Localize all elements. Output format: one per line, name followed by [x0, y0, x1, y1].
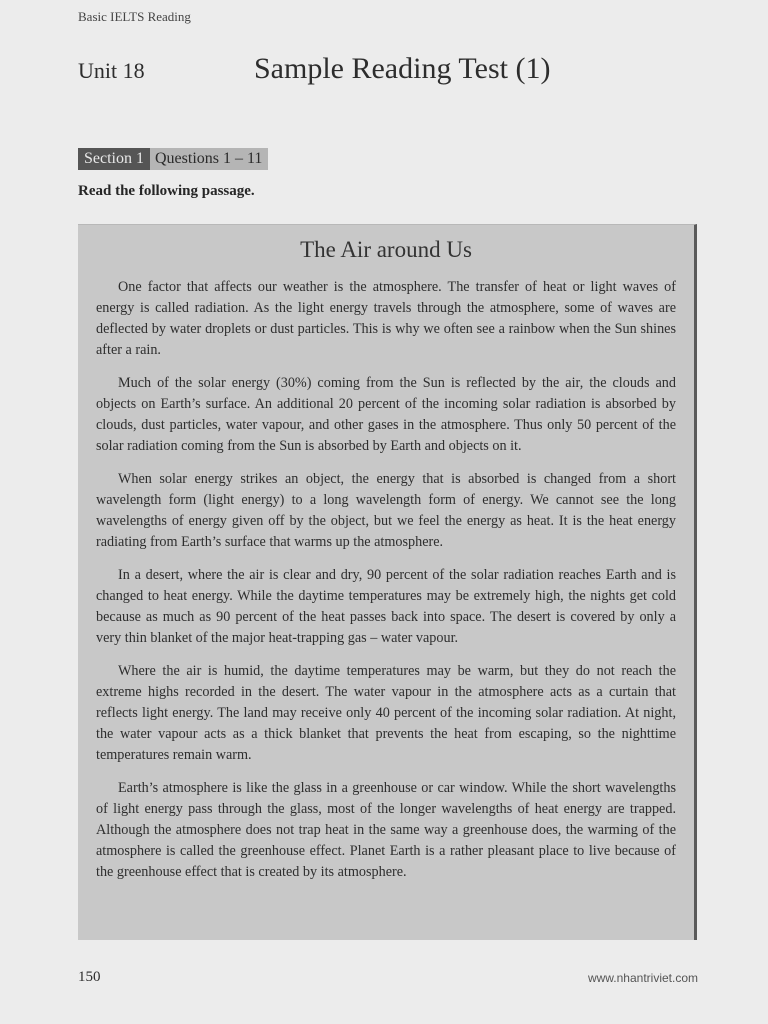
page-number: 150	[78, 969, 101, 985]
passage-paragraph-3: When solar energy strikes an object, the energy that is absorbed is changed from a short wavelength form (light energy) to a long wavelength form of energy. We cannot see the long wavelengths of energy given off by the object, but we feel the energy as heat. It is the heat energy radiating from Earth’s surface that warms up the atmosphere.	[96, 471, 676, 550]
unit-label: Unit 18	[78, 58, 145, 83]
passage-title: The Air around Us	[300, 237, 472, 262]
questions-range: Questions 1 – 11	[150, 148, 268, 170]
page-title: Sample Reading Test (1)	[254, 52, 551, 85]
instruction: Read the following passage.	[78, 183, 255, 199]
section-banner	[78, 148, 268, 170]
section-label: Section 1	[78, 148, 150, 170]
running-head: Basic IELTS Reading	[78, 9, 191, 24]
passage-box	[78, 224, 697, 940]
website-url: www.nhantriviet.com	[587, 971, 698, 985]
passage-paragraph-4: In a desert, where the air is clear and dry, 90 percent of the solar radiation reaches Earth and is changed to heat energy. While the daytime temperatures may be extremely high, the nights get cold because as much as 90 percent of the heat passes back into space. The desert is covered by only a very thin blanket of the major heat-trapping gas – water vapour.	[96, 567, 676, 646]
passage-paragraph-2: Much of the solar energy (30%) coming from the Sun is reflected by the air, the clouds and objects on Earth’s surface. An additional 20 percent of the incoming solar radiation is absorbed by clouds, dust particles, water vapour, and other gases in the atmosphere. Thus only 50 percent of the solar radiation coming from the Sun is absorbed by Earth and objects on it.	[96, 375, 676, 454]
passage-paragraph-6: Earth’s atmosphere is like the glass in a greenhouse or car window. While the short wavelengths of light energy pass through the glass, most of the longer wavelengths of heat energy are trapped. Although the atmosphere does not trap heat in the same way a greenhouse does, the warming of the atmosphere is called the greenhouse effect. Planet Earth is a rather pleasant place to live because of the greenhouse effect that is created by its atmosphere.	[96, 780, 676, 880]
passage-paragraph-5: Where the air is humid, the daytime temperatures may be warm, but they do not reach the extreme highs recorded in the desert. The water vapour in the atmosphere acts as a curtain that reflects light energy. The land may receive only 40 percent of the incoming solar radiation. At night, the water vapour acts as a thick blanket that prevents the heat from escaping, so the nighttime temperatures remain warm.	[96, 663, 676, 763]
passage-paragraph-1: One factor that affects our weather is the atmosphere. The transfer of heat or light waves of energy is called radiation. As the light energy travels through the atmosphere, some of waves are deflected by water droplets or dust particles. This is why we often see a rainbow when the Sun shines after a rain.	[96, 279, 676, 358]
